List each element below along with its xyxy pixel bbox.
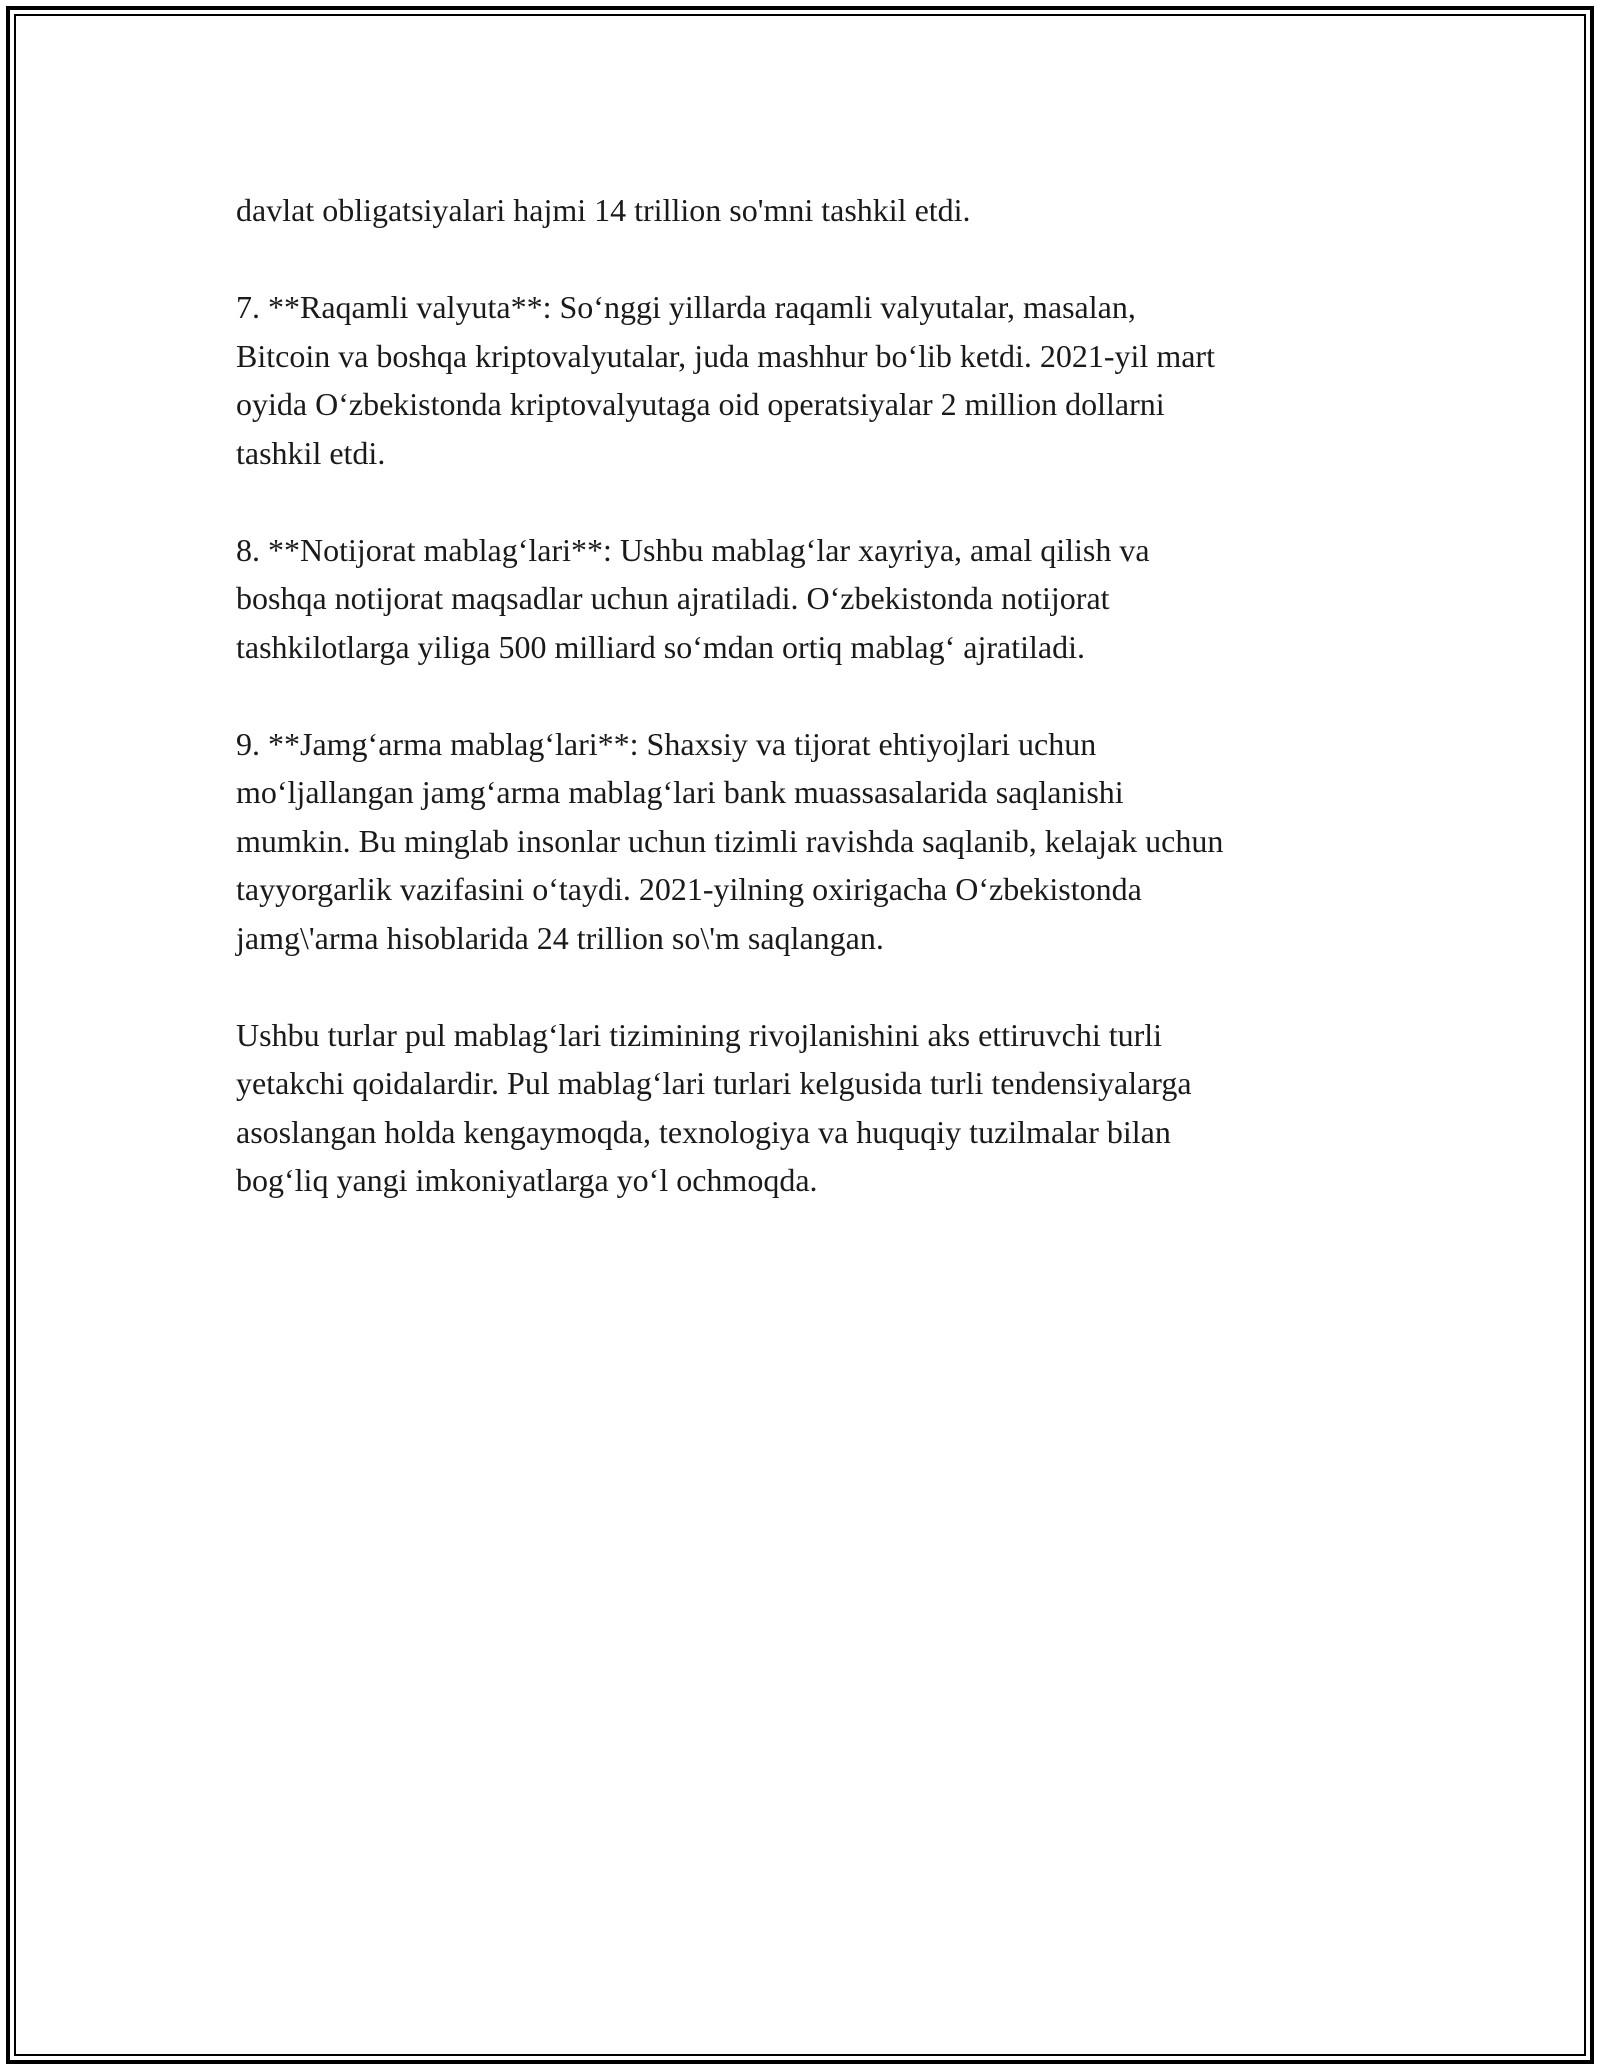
paragraph-continuation: davlat obligatsiyalari hajmi 14 trillion so'mni tashkil etdi.	[236, 192, 971, 228]
document-body	[236, 186, 1396, 1253]
paragraph-item-9-savings-funds: 9. **Jamg‘arma mablag‘lari**: Shaxsiy va tijorat ehtiyojlari uchun mo‘ljallangan jamg‘arma mablag‘lari bank muassasalarida saqlanishi mumkin. Bu minglab insonlar uchun tizimli ravishda saqlanib, kelajak uchun tayyorgarlik vazifasini o‘taydi. 2021-yilning oxirigacha O‘zbekistonda jamg\'arma hisoblarida 24 trillion so\'m saqlangan.	[236, 725, 1224, 956]
paragraph-conclusion: Ushbu turlar pul mablag‘lari tizimining rivojlanishini aks ettiruvchi turli yetakchi qoidalardir. Pul mablag‘lari turlari kelgusida turli tendensiyalarga asoslangan holda kengaymoqda, texnologiya va huquqiy tuzilmalar bilan bog‘liq yangi imkoniyatlarga yo‘l ochmoqda.	[236, 1016, 1192, 1198]
paragraph-item-7-digital-currency: 7. **Raqamli valyuta**: So‘nggi yillarda raqamli valyutalar, masalan, Bitcoin va boshqa kriptovalyutalar, juda mashhur bo‘lib ketdi. 2021-yil mart oyida O‘zbekistonda kriptovalyutaga oid operatsiyalar 2 million dollarni tashkil etdi.	[236, 289, 1215, 471]
paragraph-item-8-nonprofit-funds: 8. **Notijorat mablag‘lari**: Ushbu mablag‘lar xayriya, amal qilish va boshqa notijorat maqsadlar uchun ajratiladi. O‘zbekistonda notijorat tashkilotlarga yiliga 500 milliard so‘mdan ortiq mablag‘ ajratiladi.	[236, 531, 1150, 665]
